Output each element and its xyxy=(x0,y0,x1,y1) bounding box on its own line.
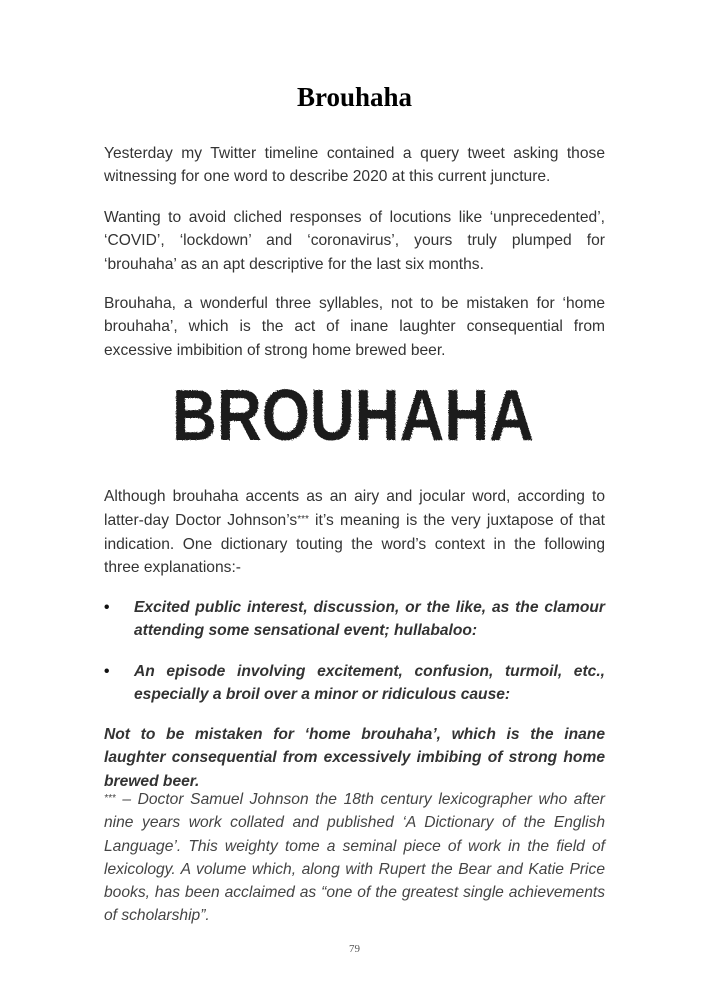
bullet-icon: • xyxy=(104,662,110,680)
footnote xyxy=(104,787,605,928)
paragraph-dictionary-before: Although brouhaha accents as an airy and jocular word, according to latter-day Doctor Johnson’s xyxy=(104,488,605,530)
page-title: Brouhaha xyxy=(296,82,413,112)
stamp-text: BROUHAHA xyxy=(172,376,534,456)
definition-list xyxy=(104,596,605,723)
paragraph-cliches: Wanting to avoid cliched responses of locutions like ‘unprecedented’, ‘COVID’, ‘lockdown’ and ‘coronavirus’, yours truly plumped for ‘brouhaha’ as an apt descriptive for the last six months. xyxy=(104,209,605,273)
brouhaha-stamp-svg xyxy=(168,376,538,456)
paragraph-dictionary xyxy=(104,485,605,579)
definition-item xyxy=(104,596,605,643)
definition-text: An episode involving excitement, confusion, turmoil, etc., especially a broil over a minor or ridiculous cause: xyxy=(134,662,605,703)
brouhaha-stamp-image xyxy=(168,376,538,456)
bullet-icon: • xyxy=(104,599,110,616)
definition-text: Excited public interest, discussion, or the like, as the clamour attending some sensational event; hullabaloo: xyxy=(134,599,605,640)
footnote-stars: *** xyxy=(104,793,116,804)
emphasis-paragraph: Not to be mistaken for ‘home brouhaha’, which is the inane laughter consequential from excessively imbibing of strong home brewed beer. xyxy=(104,726,605,790)
paragraph-dictionary-after: it’s meaning is the very juxtapose of that indication. One dictionary touting the word’s context in the following three explanations:- xyxy=(104,512,605,576)
paragraph-syllables: Brouhaha, a wonderful three syllables, not to be mistaken for ‘home brouhaha’, which is the act of inane laughter consequential from excessive imbibition of strong home brewed beer. xyxy=(104,295,605,359)
footnote-reference-stars: *** xyxy=(297,514,309,526)
definition-item xyxy=(104,660,605,707)
footnote-text: – Doctor Samuel Johnson the 18th century lexicographer who after nine years work collated and published ‘A Dictionary of the English Language’. This weighty tome a seminal piece of work in the field of lexicology. A volume which, along with Rupert the Bear and Katie Price books, has been acclaimed as “one of the greatest single achievements of scholarship”. xyxy=(104,791,605,925)
paragraph-intro: Yesterday my Twitter timeline contained a query tweet asking those witnessing for one word to describe 2020 at this current juncture. xyxy=(104,145,605,186)
page-number: 79 xyxy=(349,943,360,955)
